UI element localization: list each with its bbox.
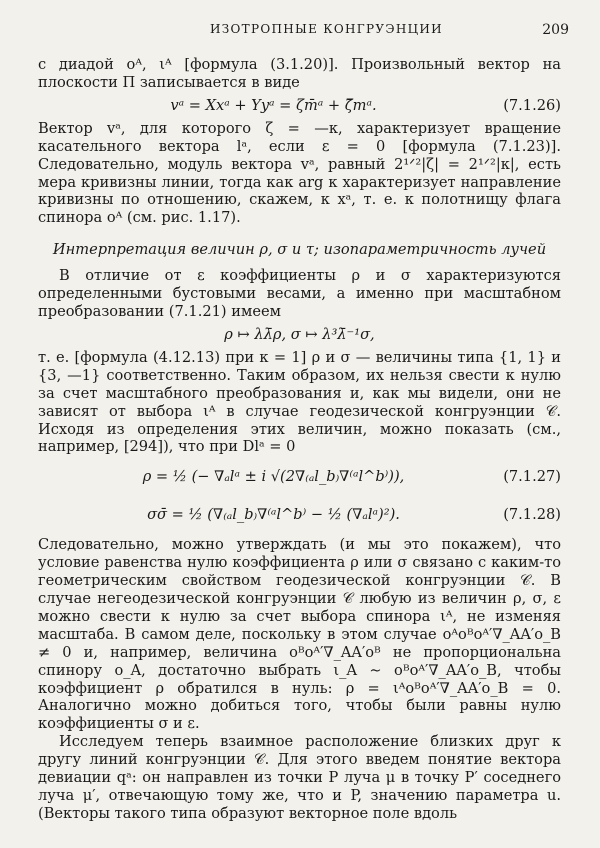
- paragraph: В отличие от ε коэффициенты ρ и σ характеризуются определенными бустовыми весами, а именно при масштабном преобразовании (7.1.21) имеем: [38, 267, 561, 320]
- equation: [38, 498, 561, 532]
- equation-formula: vᵃ = Xxᵃ + Yyᵃ = ζm̄ᵃ + ζ̄mᵃ.: [170, 96, 377, 114]
- equation-formula: ρ = ½ (− ∇ₐlᵃ ± i √(2∇₍ₐl_b₎∇⁽ᵃl^b⁾)),: [142, 468, 405, 486]
- paragraph: т. е. [формула (4.12.13) при κ = 1] ρ и σ — величины типа {1, 1} и {3, —1} соответственно. Таким образом, их нельзя свести к нулю за счет масштабного преобразования и, как мы видели, они не зависят от выбора ιᴬ в случае геодезической конгруэнции 𝒞. Исходя из определения этих величин, можно показать (см., например, [294]), что при Dlᵃ = 0: [38, 348, 561, 456]
- paragraph: Исследуем теперь взаимное расположение близких друг к другу линий конгруэнции 𝒞. Для этого введем понятие вектора девиации qᵃ: он направлен из точки P луча μ в точку P′ соседнего луча μ′, отвечающую тому же, что и P, значению параметра u. (Векторы такого типа образуют векторное поле вдоль: [38, 733, 561, 822]
- equation-number: (7.1.26): [503, 96, 561, 114]
- page-number: 209: [542, 22, 569, 38]
- running-head: ИЗОТРОПНЫЕ КОНГРУЭНЦИИ: [210, 22, 443, 36]
- equation-formula: ρ ↦ λλ̄ρ, σ ↦ λ³λ̄⁻¹σ,: [224, 325, 375, 343]
- paragraph: с диадой oᴬ, ιᴬ [формула (3.1.20)]. Произвольный вектор на плоскости Π записывается в виде: [38, 56, 561, 91]
- equation-formula: σσ̄ = ½ (∇₍ₐl_b₎∇⁽ᵃl^b⁾ − ½ (∇ₐlᵃ)²).: [147, 506, 400, 524]
- page-body: [38, 56, 561, 823]
- equation-number: (7.1.28): [503, 506, 561, 524]
- page-header: [0, 22, 600, 42]
- equation: [38, 94, 561, 118]
- paragraph: Следовательно, можно утверждать (и мы это покажем), что условие равенства нулю коэффициента ρ или σ связано с каким-то геометрическим свойством геодезической конгруэнции 𝒞. В случае негеодезической конгруэнции 𝒞 любую из величин ρ, σ, ε можно свести к нулю за счет выбора спинора ιᴬ, не изменяя масштаба. В самом деле, поскольку в этом случае oᴬoᴮoᴬ′∇_AA′o_B ≠ 0 и, например, величина oᴮoᴬ′∇_AA′oᴮ не пропорциональна спинору o_A, достаточно выбрать ι_A ∼ oᴮoᴬ′∇_AA′o_B, чтобы коэффициент ρ обратился в нуль: ρ = ιᴬoᴮoᴬ′∇_AA′o_B = 0. Аналогично можно добиться того, чтобы были равны нулю коэффициенты σ и ε.: [38, 536, 561, 733]
- section-title: Интерпретация величин ρ, σ и τ; изопараметричность лучей: [52, 241, 547, 259]
- paragraph: Вектор vᵃ, для которого ζ = —κ, характеризует вращение касательного вектора lᵃ, если ε = 0 [формула (7.1.23)]. Следовательно, модуль вектора vᵃ, равный 2¹ᐟ²|ζ| = 2¹ᐟ²|κ|, есть мера кривизны линии, тогда как arg κ характеризует направление кривизны по отношению, скажем, к xᵃ, т. е. к полотнищу флага спинора oᴬ (см. рис. 1.17).: [38, 119, 561, 227]
- equation: [38, 460, 561, 494]
- equation: [38, 323, 561, 347]
- equation-number: (7.1.27): [503, 468, 561, 486]
